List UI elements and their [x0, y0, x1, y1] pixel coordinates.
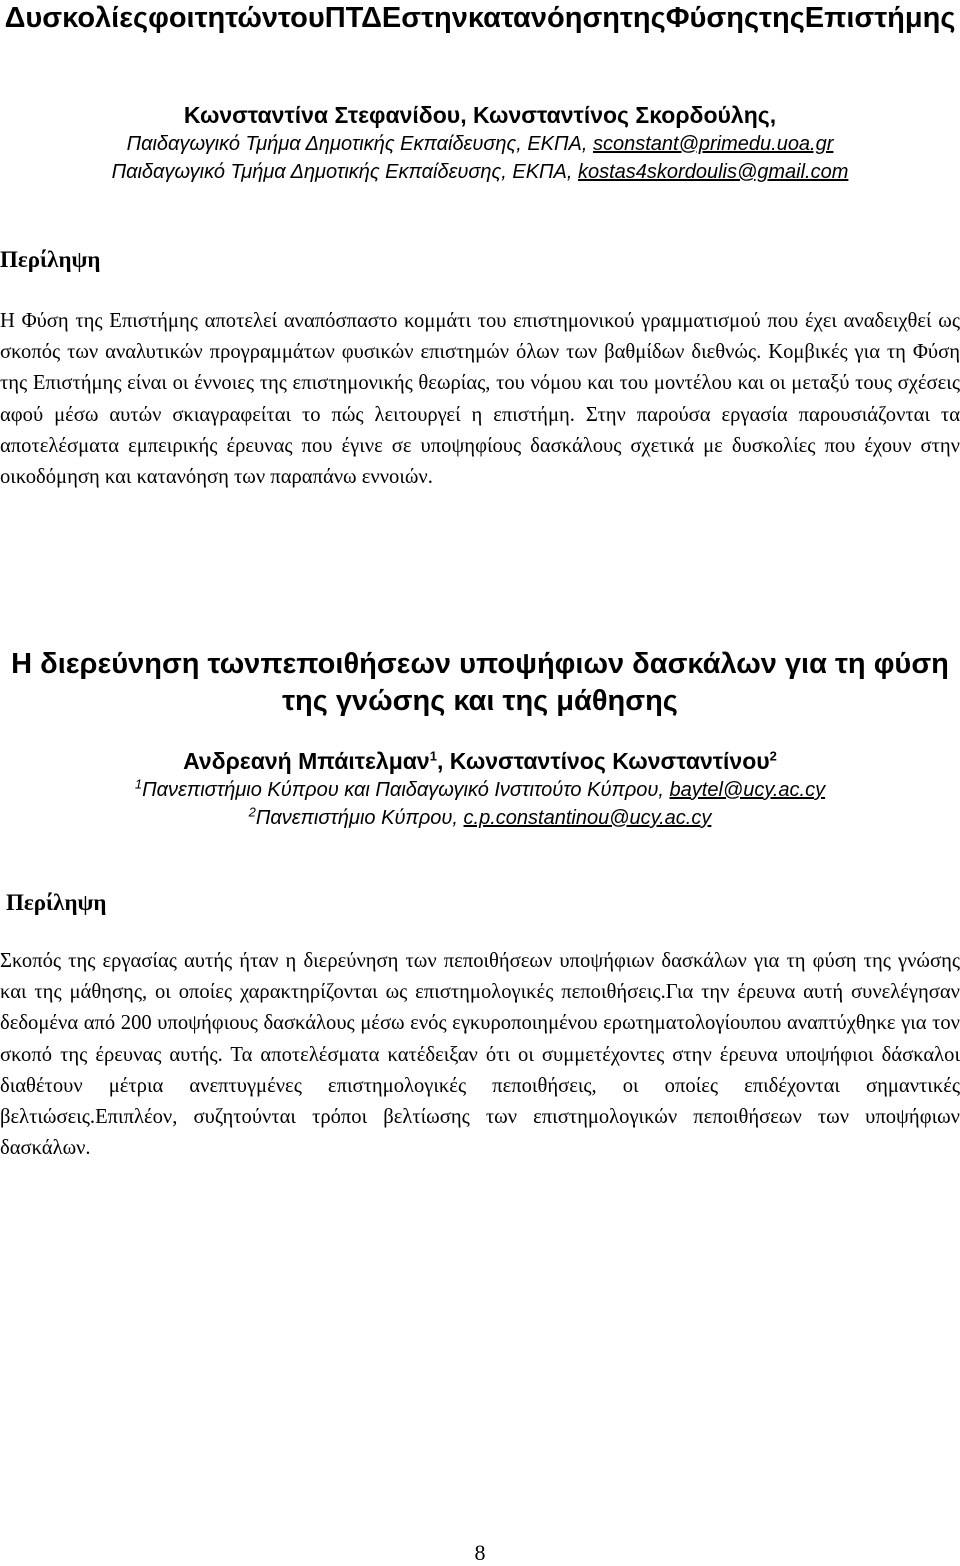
paper1-author-block: [0, 100, 960, 186]
paper2-author-1: Ανδρεανή Μπάιτελμαν: [183, 748, 430, 774]
paper2-abstract-heading: Περίληψη: [6, 890, 107, 915]
paper2-author-2-sup: 2: [769, 748, 777, 764]
paper1-affiliation-1: [0, 130, 960, 158]
paper1-email-2-link[interactable]: kostas4skordoulis@gmail.com: [577, 161, 849, 183]
paper1-email-1-link[interactable]: sconstant@primedu.uoa.gr: [592, 133, 834, 155]
paper2-affiliation-1: [0, 776, 960, 804]
paper2-title: Η διερεύνηση τωνπεποιθήσεων υποψήφιων δασκάλων για τη φύση της γνώσης και της μάθησης: [11, 648, 949, 717]
paper2-affiliation-2: [0, 804, 960, 832]
paper1-affiliation-2: [0, 158, 960, 186]
paper1-authors: Κωνσταντίνα Στεφανίδου, Κωνσταντίνος Σκορδούλης,: [183, 102, 777, 128]
paper2-affiliation-1-sup: 1: [134, 776, 143, 792]
paper1-abstract: Η Φύση της Επιστήμης αποτελεί αναπόσπαστο κομμάτι του επιστημονικού γραμματισμού που έχει αναδειχθεί ως σκοπός των αναλυτικών προγραμμάτων φυσικών επιστημών όλων των βαθμίδων διεθνώς. Κομβικές για τη Φύση της Επιστήμης είναι οι έννοιες της επιστημονικής θεωρίας, του νόμου και του μοντέλου και οι μεταξύ τους σχέσεις αφού μέσω αυτών σκιαγραφείται το πώς λειτουργεί η επιστήμη. Στην παρούσα εργασία παρουσιάζονται τα αποτελέσματα εμπειρικής έρευνας που έγινε σε υποψηφίους δασκάλους σχετικά με δυσκολίες που έχουν στην οικοδόμηση και κατανόηση των παραπάνω εννοιών.: [0, 310, 960, 489]
paper2-author-2: Κωνσταντίνος Κωνσταντίνου: [449, 748, 770, 774]
paper2-affiliation-2-sup: 2: [248, 804, 256, 820]
paper2-author-separator: ,: [436, 748, 450, 774]
paper1-affiliation-2-text: Παιδαγωγικό Τμήμα Δημοτικής Εκπαίδευσης, ΕΚΠΑ,: [111, 161, 578, 183]
paper2-abstract: Σκοπός της εργασίας αυτής ήταν η διερεύνηση των πεποιθήσεων υποψήφιων δασκάλων για τη φύση της γνώσης και της μάθησης, οι οποίες χαρακτηρίζονται ως επιστημολογικές πεποιθήσεις.Για την έρευνα αυτή συνελέγησαν δεδομένα από 200 υποψήφιους δασκάλους μέσω ενός εγκυροποιημένου ερωτηματολογίουπου αναπτύχθηκε για τον σκοπό της έρευνας αυτής. Τα αποτελέσματα κατέδειξαν ότι οι συμμετέχοντες στην έρευνα υποψήφιοι δάσκαλοι διαθέτουν μέτρια ανεπτυγμένες επιστημολογικές πεποιθήσεις, οι οποίες επιδέχονται σημαντικές βελτιώσεις.Επιπλέον, συζητούνται τρόποι βελτίωσης των επιστημολογικών πεποιθήσεων των υποψήφιων δασκάλων.: [0, 950, 960, 1160]
paper2-email-2-link[interactable]: c.p.constantinou@ucy.ac.cy: [463, 807, 712, 829]
paper2-author-block: [0, 746, 960, 832]
paper2-author-1-sup: 1: [429, 748, 437, 764]
paper1-affiliation-1-text: Παιδαγωγικό Τμήμα Δημοτικής Εκπαίδευσης, ΕΚΠΑ,: [126, 133, 593, 155]
paper2-authors: [0, 746, 960, 776]
paper1-title: ΔυσκολίεςφοιτητώντουΠΤΔΕστηνκατανόησητηςΦύσηςτηςΕπιστήμης: [4, 2, 956, 34]
page-number: 8: [474, 1540, 486, 1565]
paper2-affiliation-1-text: Πανεπιστήμιο Κύπρου και Παιδαγωγικό Ινστιτούτο Κύπρου,: [142, 779, 670, 801]
paper1-abstract-heading: Περίληψη: [0, 247, 101, 272]
paper2-affiliation-2-text: Πανεπιστήμιο Κύπρου,: [255, 807, 464, 829]
paper2-email-1-link[interactable]: baytel@ucy.ac.cy: [669, 779, 826, 801]
